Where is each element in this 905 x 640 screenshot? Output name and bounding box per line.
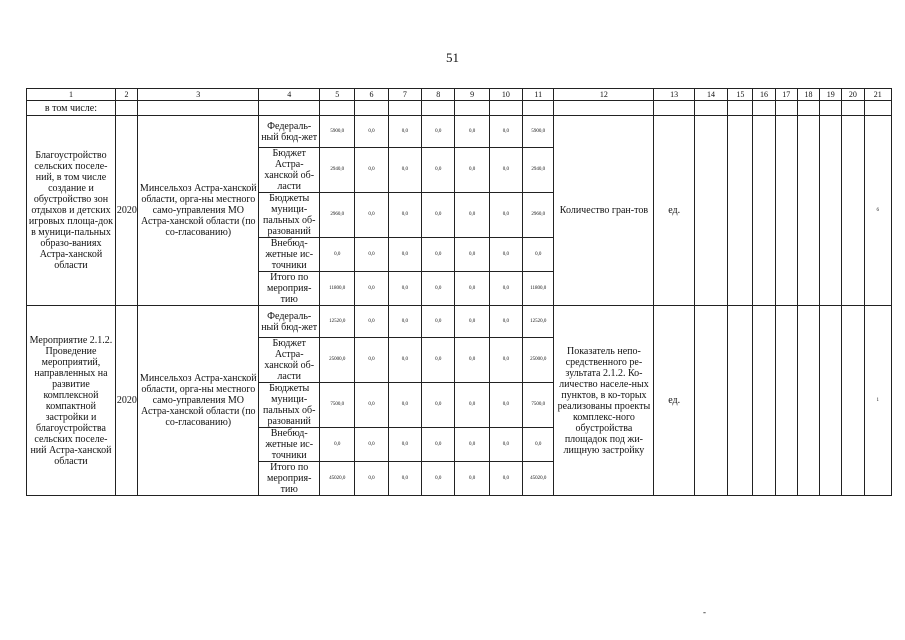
empty-cell	[388, 101, 421, 116]
funding-value: 0,0	[355, 272, 388, 306]
funding-value: 0,0	[388, 383, 421, 428]
column-number: 19	[820, 89, 842, 101]
funding-value: 0,0	[455, 462, 489, 496]
funding-value: 7500,0	[523, 383, 554, 428]
subheader-row	[27, 101, 892, 116]
empty-cell	[455, 101, 489, 116]
column-number: 3	[138, 89, 259, 101]
funding-value: 0,0	[388, 272, 421, 306]
funding-value: 0,0	[455, 338, 489, 383]
funding-value: 0,0	[355, 116, 388, 148]
column-number: 6	[355, 89, 388, 101]
funding-value: 0,0	[388, 238, 421, 272]
column-number: 15	[728, 89, 753, 101]
funding-value: 0,0	[489, 462, 522, 496]
funding-value: 0,0	[489, 306, 522, 338]
funding-value: 0,0	[455, 193, 489, 238]
funding-value: 0,0	[422, 148, 455, 193]
funding-value: 11800,0	[320, 272, 355, 306]
funding-value: 0,0	[355, 306, 388, 338]
empty-cell	[753, 306, 775, 496]
empty-cell	[728, 116, 753, 306]
funding-value: 5900,0	[320, 116, 355, 148]
empty-cell	[842, 101, 864, 116]
column-number: 2	[115, 89, 137, 101]
empty-cell	[797, 101, 819, 116]
funding-source: Внебюд-жетные ис-точники	[259, 428, 320, 462]
empty-cell	[797, 116, 819, 306]
funding-value: 0,0	[489, 116, 522, 148]
funding-source: Итого по мероприя-тию	[259, 272, 320, 306]
funding-value: 0,0	[422, 238, 455, 272]
column-number: 4	[259, 89, 320, 101]
funding-source: Итого по мероприя-тию	[259, 462, 320, 496]
funding-value: 0,0	[489, 193, 522, 238]
budget-table	[26, 88, 892, 496]
column-number: 17	[775, 89, 797, 101]
funding-value: 2940,0	[320, 148, 355, 193]
funding-source: Федераль-ный бюд-жет	[259, 306, 320, 338]
unit: ед.	[654, 306, 694, 496]
empty-cell	[554, 101, 654, 116]
activity-name: Благоустройство сельских поселе-ний, в том числе создание и обустройство зон отдыхов и детских игровых площа-док в муници-пальных образо-ваниях Астра-ханской области	[27, 116, 116, 306]
empty-cell	[355, 101, 388, 116]
target-value: 6	[864, 116, 891, 306]
funding-value: 0,0	[422, 428, 455, 462]
header-row	[27, 89, 892, 101]
column-number: 10	[489, 89, 522, 101]
page-number: 51	[446, 50, 459, 65]
empty-cell	[320, 101, 355, 116]
funding-source: Бюджеты муници-пальных об-разований	[259, 383, 320, 428]
empty-cell	[842, 116, 864, 306]
empty-cell	[259, 101, 320, 116]
column-number: 5	[320, 89, 355, 101]
funding-value: 0,0	[388, 193, 421, 238]
empty-cell	[422, 101, 455, 116]
empty-cell	[115, 101, 137, 116]
funding-value: 0,0	[422, 306, 455, 338]
funding-value: 0,0	[489, 272, 522, 306]
column-number: 8	[422, 89, 455, 101]
funding-value: 0,0	[422, 116, 455, 148]
funding-value: 11800,0	[523, 272, 554, 306]
funding-value: 12520,0	[320, 306, 355, 338]
funding-value: 0,0	[422, 272, 455, 306]
funding-value: 0,0	[388, 338, 421, 383]
column-number: 7	[388, 89, 421, 101]
funding-value: 0,0	[489, 238, 522, 272]
executor: Минсельхоз Астра-ханской области, орга-ны местного само-управления МО Астра-ханской области (по со-гласованию)	[138, 306, 259, 496]
empty-cell	[694, 116, 727, 306]
funding-value: 0,0	[489, 428, 522, 462]
empty-cell	[728, 101, 753, 116]
empty-cell	[753, 116, 775, 306]
funding-value: 0,0	[320, 428, 355, 462]
funding-value: 0,0	[355, 148, 388, 193]
funding-value: 45020,0	[523, 462, 554, 496]
empty-cell	[654, 101, 694, 116]
funding-value: 0,0	[422, 383, 455, 428]
funding-value: 0,0	[422, 193, 455, 238]
funding-value: 25000,0	[523, 338, 554, 383]
table-row	[27, 116, 892, 148]
empty-cell	[797, 306, 819, 496]
unit: ед.	[654, 116, 694, 306]
funding-value: 0,0	[355, 428, 388, 462]
funding-value: 0,0	[388, 148, 421, 193]
footer-mark: -	[703, 607, 706, 617]
funding-value: 0,0	[355, 238, 388, 272]
funding-value: 7500,0	[320, 383, 355, 428]
table-row	[27, 306, 892, 338]
empty-cell	[820, 306, 842, 496]
year: 2020	[115, 306, 137, 496]
empty-cell	[775, 306, 797, 496]
funding-value: 0,0	[355, 193, 388, 238]
funding-source: Бюджет Астра-ханской об-ласти	[259, 338, 320, 383]
funding-value: 12520,0	[523, 306, 554, 338]
funding-value: 0,0	[422, 338, 455, 383]
empty-cell	[820, 116, 842, 306]
executor: Минсельхоз Астра-ханской области, орга-ны местного само-управления МО Астра-ханской области (по со-гласованию)	[138, 116, 259, 306]
funding-value: 0,0	[355, 338, 388, 383]
column-number: 20	[842, 89, 864, 101]
funding-value: 0,0	[388, 306, 421, 338]
empty-cell	[775, 116, 797, 306]
funding-value: 0,0	[355, 383, 388, 428]
empty-cell	[489, 101, 522, 116]
funding-value: 0,0	[355, 462, 388, 496]
empty-cell	[842, 306, 864, 496]
funding-value: 2960,0	[523, 193, 554, 238]
indicator: Показатель непо-средственного ре-зультата 2.1.2. Ко-личество населе-ных пунктов, в ко-торых реализованы проекты комплекс-ного обустройства площадок под жи-лищную застройку	[554, 306, 654, 496]
empty-cell	[694, 306, 727, 496]
funding-source: Внебюд-жетные ис-точники	[259, 238, 320, 272]
empty-cell	[864, 101, 891, 116]
funding-value: 0,0	[455, 148, 489, 193]
year: 2020	[115, 116, 137, 306]
funding-value: 0,0	[523, 428, 554, 462]
funding-value: 0,0	[489, 148, 522, 193]
column-number: 1	[27, 89, 116, 101]
empty-cell	[523, 101, 554, 116]
empty-cell	[694, 101, 727, 116]
empty-cell	[138, 101, 259, 116]
indicator: Количество гран-тов	[554, 116, 654, 306]
funding-source: Бюджет Астра-ханской об-ласти	[259, 148, 320, 193]
target-value: 1	[864, 306, 891, 496]
funding-value: 0,0	[388, 116, 421, 148]
funding-value: 45020,0	[320, 462, 355, 496]
column-number: 18	[797, 89, 819, 101]
funding-value: 0,0	[320, 238, 355, 272]
column-number: 9	[455, 89, 489, 101]
funding-value: 5900,0	[523, 116, 554, 148]
column-number: 13	[654, 89, 694, 101]
funding-value: 0,0	[455, 116, 489, 148]
funding-value: 2960,0	[320, 193, 355, 238]
funding-source: Федераль-ный бюд-жет	[259, 116, 320, 148]
subheader-label: в том числе:	[27, 101, 116, 116]
funding-value: 2940,0	[523, 148, 554, 193]
funding-value: 0,0	[455, 272, 489, 306]
funding-source: Бюджеты муници-пальных об-разований	[259, 193, 320, 238]
empty-cell	[753, 101, 775, 116]
funding-value: 0,0	[455, 306, 489, 338]
column-number: 16	[753, 89, 775, 101]
funding-value: 0,0	[388, 462, 421, 496]
empty-cell	[820, 101, 842, 116]
funding-value: 0,0	[489, 338, 522, 383]
empty-cell	[728, 306, 753, 496]
funding-value: 0,0	[523, 238, 554, 272]
funding-value: 0,0	[455, 238, 489, 272]
funding-value: 25000,0	[320, 338, 355, 383]
funding-value: 0,0	[489, 383, 522, 428]
activity-name: Мероприятие 2.1.2. Проведение мероприятий, направленных на развитие комплексной компактной застройки и благоустройства сельских поселе-ний Астра-ханской области	[27, 306, 116, 496]
column-number: 14	[694, 89, 727, 101]
funding-value: 0,0	[455, 383, 489, 428]
empty-cell	[775, 101, 797, 116]
column-number: 11	[523, 89, 554, 101]
funding-value: 0,0	[422, 462, 455, 496]
column-number: 12	[554, 89, 654, 101]
funding-value: 0,0	[388, 428, 421, 462]
column-number: 21	[864, 89, 891, 101]
funding-value: 0,0	[455, 428, 489, 462]
